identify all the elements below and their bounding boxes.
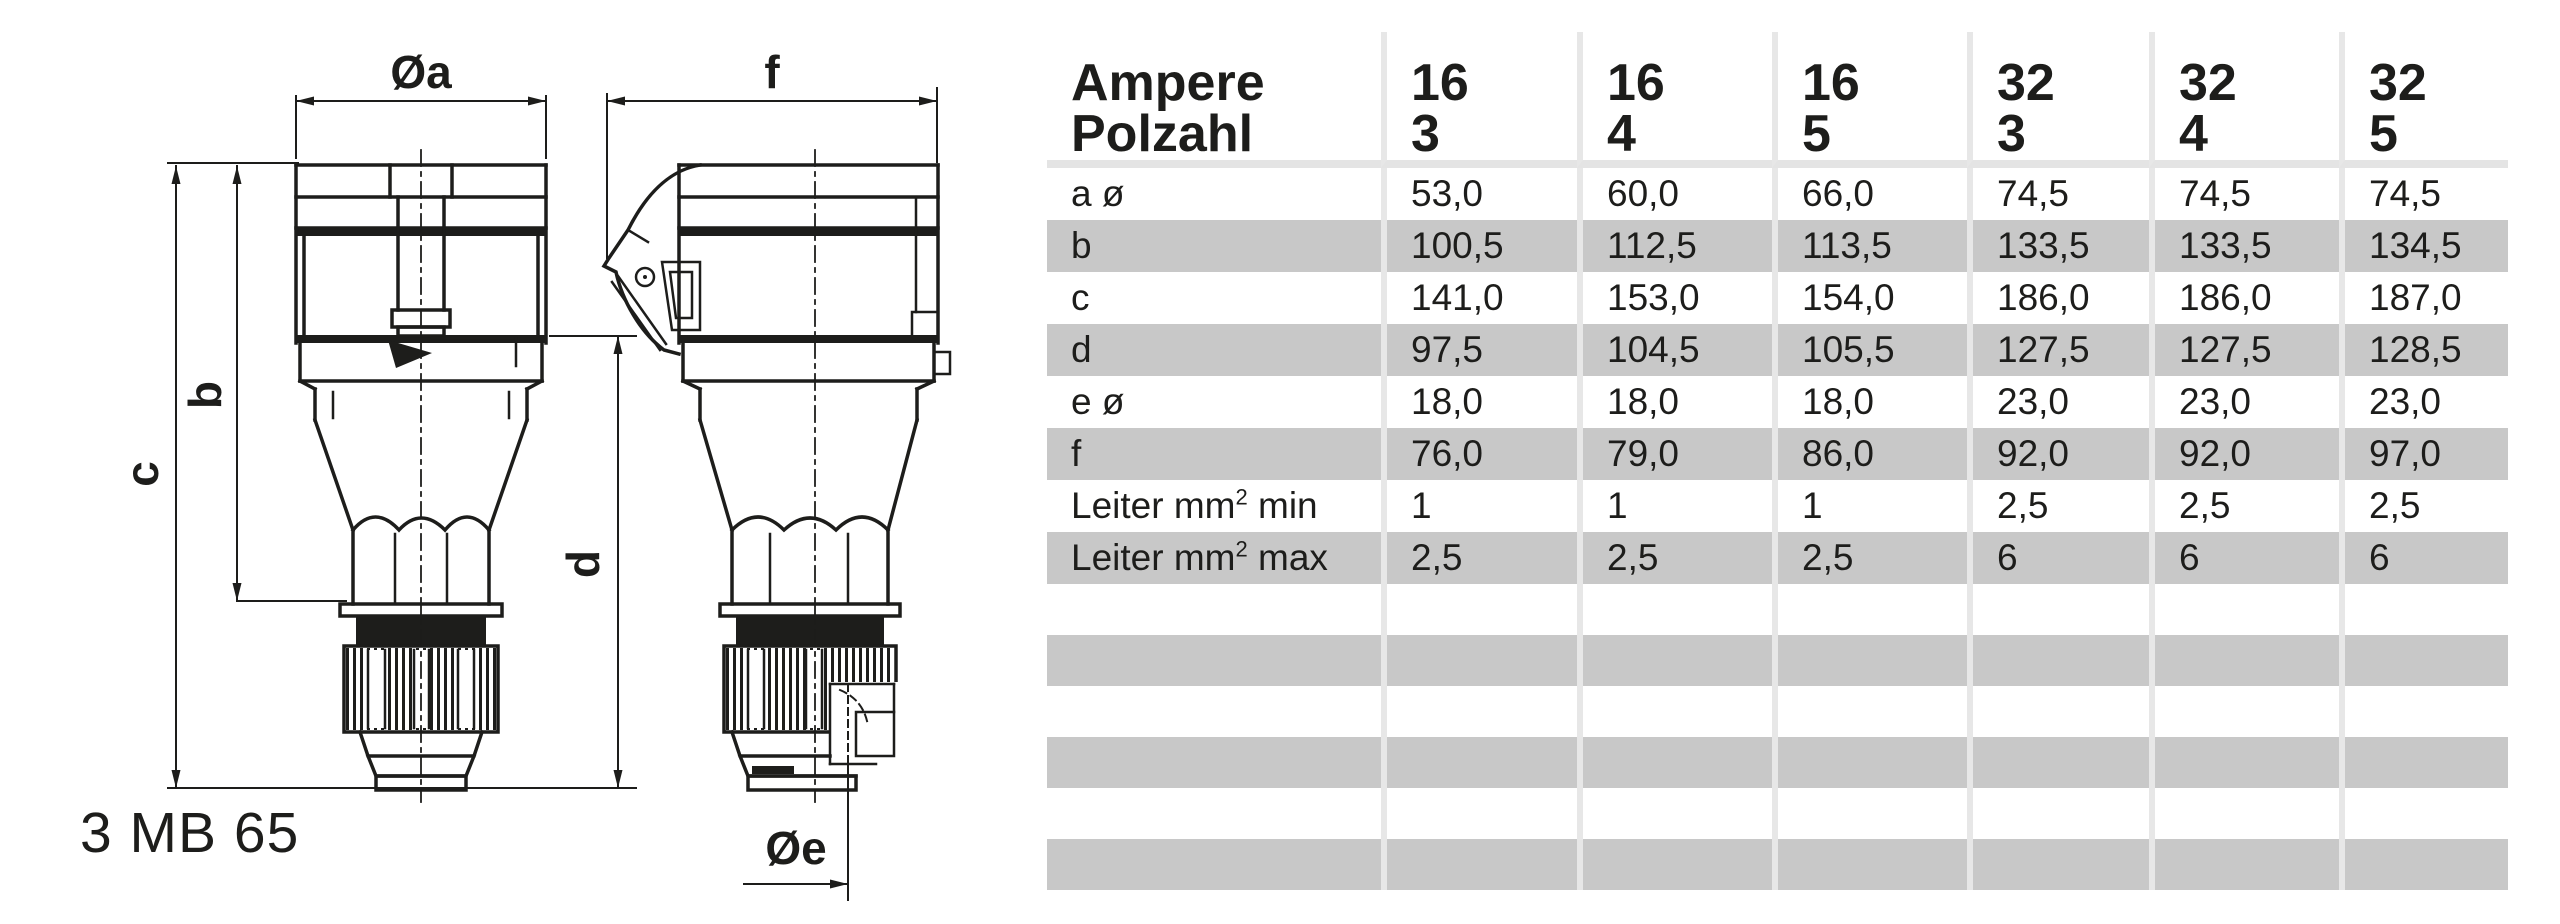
ampere-value: 32 (2369, 54, 2427, 112)
table-cell: 23,0 (2149, 376, 2339, 428)
row-label (1047, 839, 1381, 890)
row-label: d (1047, 324, 1381, 376)
table-cell: 79,0 (1577, 428, 1772, 480)
table-row-e (1047, 376, 2508, 428)
header-col-16-5 (1772, 32, 1967, 168)
table-cell (2339, 737, 2508, 788)
header-polzahl-label: Polzahl (1071, 105, 1254, 163)
table-cell (1967, 584, 2149, 635)
table-cell: 2,5 (1967, 480, 2149, 532)
table-cell: 105,5 (1772, 324, 1967, 376)
table-cell (2149, 686, 2339, 737)
table-cell (1967, 839, 2149, 890)
header-col-16-3 (1381, 32, 1577, 168)
table-row-leiter-max (1047, 532, 2508, 584)
table-row-d (1047, 324, 2508, 376)
dimension-arrows (172, 97, 938, 889)
dimensions-table (1047, 32, 2508, 890)
table-cell (1381, 788, 1577, 839)
dim-label-d: d (557, 549, 609, 579)
table-cell: 53,0 (1381, 168, 1577, 220)
table-cell (2339, 686, 2508, 737)
table-cell (1381, 737, 1577, 788)
ampere-value: 16 (1607, 54, 1665, 112)
table-cell: 134,5 (2339, 220, 2508, 272)
table-cell: 2,5 (1577, 532, 1772, 584)
polzahl-value: 3 (1997, 105, 2026, 163)
table-cell: 23,0 (1967, 376, 2149, 428)
dimension-lines (168, 88, 937, 900)
table-cell: 2,5 (2149, 480, 2339, 532)
type-caption: 3 MB 65 (80, 801, 300, 865)
table-cell: 97,0 (2339, 428, 2508, 480)
table-cell: 74,5 (2149, 168, 2339, 220)
technical-drawing (0, 0, 1047, 924)
table-cell: 186,0 (2149, 272, 2339, 324)
table-cell (2339, 788, 2508, 839)
table-row-c (1047, 272, 2508, 324)
table-cell: 97,5 (1381, 324, 1577, 376)
empty-row (1047, 584, 2508, 635)
row-label: c (1071, 277, 1090, 318)
table-cell: 186,0 (1967, 272, 2149, 324)
table-cell: 86,0 (1772, 428, 1967, 480)
dim-label-f: f (764, 46, 780, 98)
table-cell: 76,0 (1381, 428, 1577, 480)
empty-row (1047, 737, 2508, 788)
table-cell: 104,5 (1577, 324, 1772, 376)
polzahl-value: 5 (1802, 105, 1831, 163)
table-cell: 92,0 (1967, 428, 2149, 480)
header-col-16-4 (1577, 32, 1772, 168)
table-cell: 60,0 (1577, 168, 1772, 220)
table-cell (1381, 839, 1577, 890)
table-cell: 18,0 (1577, 376, 1772, 428)
table-cell: 23,0 (2339, 376, 2508, 428)
table-row-leiter-min (1047, 480, 2508, 532)
table-cell (1381, 584, 1577, 635)
table-cell (1577, 686, 1772, 737)
table-cell (1772, 584, 1967, 635)
table-cell (1967, 737, 2149, 788)
header-col-32-5 (2339, 32, 2508, 168)
table-cell (2149, 788, 2339, 839)
table-cell (1577, 635, 1772, 686)
table-cell (1772, 788, 1967, 839)
table-cell: 133,5 (2149, 220, 2339, 272)
table-cell: 141,0 (1381, 272, 1577, 324)
table-cell: 92,0 (2149, 428, 2339, 480)
side-view (604, 150, 950, 802)
table-cell (2149, 839, 2339, 890)
table-cell (1772, 737, 1967, 788)
row-label: b (1047, 220, 1381, 272)
table-cell (1967, 635, 2149, 686)
table-cell: 154,0 (1772, 272, 1967, 324)
polzahl-value: 4 (2179, 105, 2208, 163)
table-cell (2149, 635, 2339, 686)
table-cell: 127,5 (2149, 324, 2339, 376)
table-cell (2339, 635, 2508, 686)
empty-row (1047, 686, 2508, 737)
table-cell: 74,5 (2339, 168, 2508, 220)
polzahl-value: 4 (1607, 105, 1636, 163)
row-label: Leiter $mm^2$ min (1071, 484, 1318, 526)
table-cell: 6 (2149, 532, 2339, 584)
header-col-32-4 (2149, 32, 2339, 168)
row-label (1047, 686, 1381, 737)
empty-row (1047, 788, 2508, 839)
table-cell: 2,5 (2339, 480, 2508, 532)
empty-row (1047, 839, 2508, 890)
table-cell (2149, 737, 2339, 788)
polzahl-value: 3 (1411, 105, 1440, 163)
table-cell: 1 (1577, 480, 1772, 532)
row-label (1047, 635, 1381, 686)
table-cell (2339, 839, 2508, 890)
table-cell: 2,5 (1772, 532, 1967, 584)
ampere-value: 32 (1997, 54, 2055, 112)
ampere-value: 16 (1802, 54, 1860, 112)
table-cell (1577, 788, 1772, 839)
table-cell (1577, 737, 1772, 788)
table-cell: 133,5 (1967, 220, 2149, 272)
row-label (1047, 737, 1381, 788)
table-cell (1381, 686, 1577, 737)
table-cell (1577, 839, 1772, 890)
table-cell: 187,0 (2339, 272, 2508, 324)
table-cell: 2,5 (1381, 532, 1577, 584)
ampere-value: 32 (2179, 54, 2237, 112)
ampere-value: 16 (1411, 54, 1469, 112)
table-cell: 6 (1967, 532, 2149, 584)
table-cell: 6 (2339, 532, 2508, 584)
header-ampere-label: Ampere (1071, 54, 1265, 112)
table-cell: 112,5 (1577, 220, 1772, 272)
table-cell: 18,0 (1772, 376, 1967, 428)
table-cell (2339, 584, 2508, 635)
table-cell (1772, 839, 1967, 890)
row-label: f (1047, 428, 1381, 480)
table-cell (1577, 584, 1772, 635)
table-cell: 113,5 (1772, 220, 1967, 272)
dim-label-c: c (116, 461, 168, 487)
table-cell: 1 (1381, 480, 1577, 532)
front-view (296, 150, 546, 802)
row-label: a ø (1071, 173, 1125, 214)
table-cell (1967, 686, 2149, 737)
table-cell: 66,0 (1772, 168, 1967, 220)
row-label (1047, 788, 1381, 839)
table-cell (1772, 635, 1967, 686)
table-cell: 153,0 (1577, 272, 1772, 324)
table-cell: 18,0 (1381, 376, 1577, 428)
table-cell (2149, 584, 2339, 635)
empty-row (1047, 635, 2508, 686)
table-cell: 1 (1772, 480, 1967, 532)
dim-label-e: Øe (765, 822, 827, 874)
table-cell (1381, 635, 1577, 686)
table-cell (1967, 788, 2149, 839)
spec-table (1047, 32, 2508, 890)
table-cell: 128,5 (2339, 324, 2508, 376)
table-row-b (1047, 220, 2508, 272)
header-label-cell (1047, 32, 1381, 168)
header-col-32-3 (1967, 32, 2149, 168)
table-cell: 74,5 (1967, 168, 2149, 220)
table-cell: 100,5 (1381, 220, 1577, 272)
table-cell: 127,5 (1967, 324, 2149, 376)
table-header-row (1047, 32, 2508, 168)
dim-label-a: Øa (390, 46, 452, 98)
row-label: Leiter $mm^2$ max (1047, 532, 1381, 584)
row-label: e ø (1071, 381, 1125, 422)
polzahl-value: 5 (2369, 105, 2398, 163)
dim-label-b: b (179, 380, 231, 410)
table-cell (1772, 686, 1967, 737)
table-row-a (1047, 168, 2508, 220)
row-label (1047, 584, 1381, 635)
table-row-f (1047, 428, 2508, 480)
